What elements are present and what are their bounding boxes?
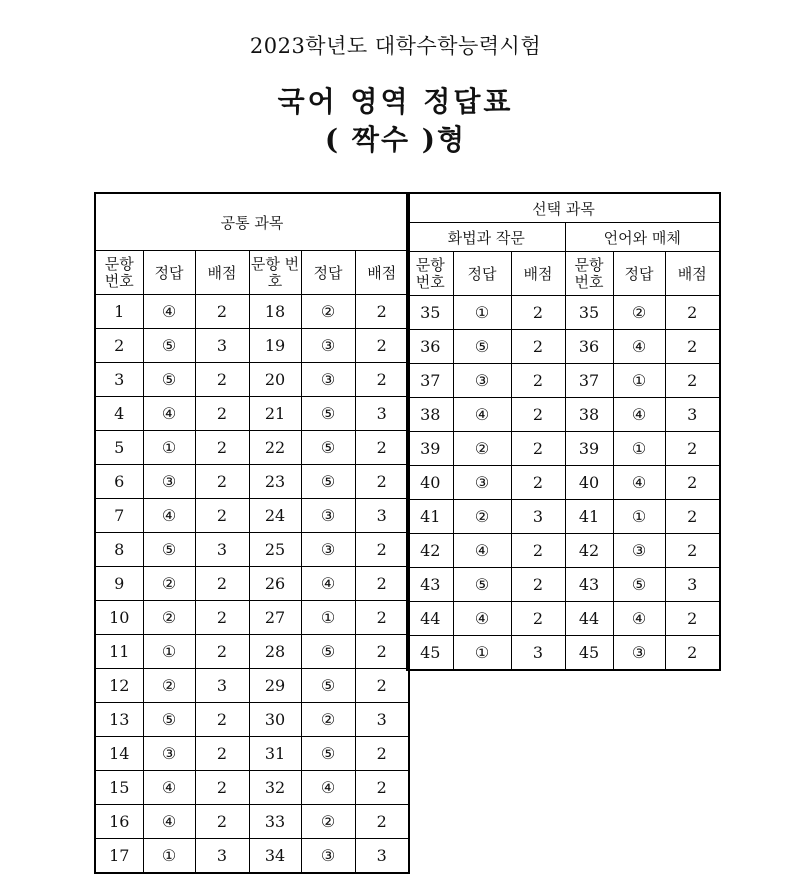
question-number: 18 [249, 295, 301, 329]
question-number: 27 [249, 601, 301, 635]
points: 2 [195, 295, 249, 329]
points: 2 [355, 533, 409, 567]
points: 2 [355, 669, 409, 703]
question-number: 43 [565, 568, 613, 602]
points: 3 [195, 839, 249, 874]
answer: ③ [453, 364, 511, 398]
common-answer-table [94, 192, 410, 874]
question-number: 45 [407, 636, 453, 671]
table-row [95, 397, 409, 431]
table-row [95, 737, 409, 771]
answer: ③ [301, 499, 355, 533]
question-number: 25 [249, 533, 301, 567]
answer: ④ [143, 771, 195, 805]
question-number: 22 [249, 431, 301, 465]
points: 3 [355, 839, 409, 874]
question-number: 42 [407, 534, 453, 568]
points: 2 [195, 601, 249, 635]
answer: ② [453, 500, 511, 534]
answer: ④ [453, 602, 511, 636]
table-row [407, 296, 720, 330]
points: 2 [511, 432, 565, 466]
points: 2 [355, 465, 409, 499]
answer: ④ [453, 534, 511, 568]
points: 2 [195, 805, 249, 839]
elective-sub2-title: 언어와 매체 [565, 223, 720, 252]
table-row [95, 601, 409, 635]
answer: ④ [453, 398, 511, 432]
points: 2 [195, 567, 249, 601]
question-number: 44 [407, 602, 453, 636]
question-number: 31 [249, 737, 301, 771]
points: 2 [355, 295, 409, 329]
question-number: 2 [95, 329, 143, 363]
question-number: 45 [565, 636, 613, 671]
question-number: 33 [249, 805, 301, 839]
answer: ③ [301, 533, 355, 567]
question-number: 19 [249, 329, 301, 363]
col-header-points: 배점 [195, 251, 249, 295]
answer: ⑤ [143, 363, 195, 397]
table-row [95, 567, 409, 601]
elective-sub1-title: 화법과 작문 [407, 223, 565, 252]
table-row [407, 466, 720, 500]
points: 2 [195, 635, 249, 669]
table-row [407, 364, 720, 398]
points: 2 [355, 363, 409, 397]
points: 2 [355, 737, 409, 771]
table-row [95, 363, 409, 397]
answer: ① [143, 839, 195, 874]
answer: ③ [453, 466, 511, 500]
table-row [95, 669, 409, 703]
question-number: 24 [249, 499, 301, 533]
question-number: 39 [407, 432, 453, 466]
points: 2 [195, 771, 249, 805]
points: 2 [665, 364, 720, 398]
col-header-number: 문항 번호 [249, 251, 301, 295]
exam-subtitle: 2023학년도 대학수학능력시험 [249, 34, 542, 58]
answer: ③ [143, 737, 195, 771]
question-number: 29 [249, 669, 301, 703]
table-row [95, 465, 409, 499]
common-group-title: 공통 과목 [95, 193, 409, 251]
question-number: 37 [565, 364, 613, 398]
col-header-points: 배점 [355, 251, 409, 295]
table-row [95, 839, 409, 874]
table-row [95, 295, 409, 329]
answer: ③ [613, 534, 665, 568]
table-row [95, 431, 409, 465]
question-number: 41 [565, 500, 613, 534]
answer: ④ [613, 330, 665, 364]
question-number: 21 [249, 397, 301, 431]
answer: ④ [301, 567, 355, 601]
table-row [95, 533, 409, 567]
question-number: 35 [407, 296, 453, 330]
answer: ① [613, 500, 665, 534]
question-number: 15 [95, 771, 143, 805]
answer: ② [143, 669, 195, 703]
elective-group-title: 선택 과목 [407, 193, 720, 223]
points: 2 [195, 363, 249, 397]
points: 2 [665, 330, 720, 364]
points: 2 [355, 635, 409, 669]
answer: ② [613, 296, 665, 330]
answer: ⑤ [613, 568, 665, 602]
answer: ⑤ [453, 330, 511, 364]
answer: ③ [301, 363, 355, 397]
points: 2 [195, 397, 249, 431]
answer: ⑤ [143, 329, 195, 363]
question-number: 16 [95, 805, 143, 839]
question-number: 9 [95, 567, 143, 601]
points: 3 [195, 329, 249, 363]
points: 2 [511, 466, 565, 500]
points: 2 [665, 466, 720, 500]
points: 2 [665, 432, 720, 466]
answer: ⑤ [301, 397, 355, 431]
question-number: 35 [565, 296, 613, 330]
points: 3 [511, 500, 565, 534]
points: 3 [355, 703, 409, 737]
table-row [95, 499, 409, 533]
points: 3 [195, 669, 249, 703]
answer: ④ [143, 295, 195, 329]
table-row [407, 534, 720, 568]
points: 2 [355, 805, 409, 839]
table-row [407, 398, 720, 432]
question-number: 5 [95, 431, 143, 465]
points: 2 [355, 567, 409, 601]
table-row [407, 500, 720, 534]
points: 2 [355, 329, 409, 363]
answer: ② [301, 295, 355, 329]
table-row [407, 330, 720, 364]
answer: ② [143, 601, 195, 635]
exam-type: ( 짝수 )형 [324, 123, 467, 156]
points: 2 [195, 465, 249, 499]
answer: ③ [301, 839, 355, 874]
points: 2 [511, 330, 565, 364]
question-number: 43 [407, 568, 453, 602]
col-header-answer: 정답 [453, 252, 511, 296]
question-number: 28 [249, 635, 301, 669]
question-number: 6 [95, 465, 143, 499]
question-number: 20 [249, 363, 301, 397]
question-number: 44 [565, 602, 613, 636]
points: 2 [665, 602, 720, 636]
table-row [407, 636, 720, 671]
question-number: 13 [95, 703, 143, 737]
answer: ① [453, 636, 511, 671]
answer: ⑤ [301, 465, 355, 499]
col-header-points: 배점 [665, 252, 720, 296]
table-row [407, 602, 720, 636]
question-number: 17 [95, 839, 143, 874]
col-header-answer: 정답 [301, 251, 355, 295]
answer: ④ [143, 805, 195, 839]
col-header-answer: 정답 [143, 251, 195, 295]
question-number: 42 [565, 534, 613, 568]
answer: ⑤ [301, 737, 355, 771]
question-number: 39 [565, 432, 613, 466]
points: 2 [511, 296, 565, 330]
answer: ④ [613, 602, 665, 636]
question-number: 4 [95, 397, 143, 431]
question-number: 40 [565, 466, 613, 500]
answer: ④ [143, 499, 195, 533]
col-header-number: 문항 번호 [95, 251, 143, 295]
points: 2 [665, 636, 720, 671]
points: 2 [511, 602, 565, 636]
points: 2 [195, 499, 249, 533]
question-number: 1 [95, 295, 143, 329]
question-number: 38 [407, 398, 453, 432]
question-number: 10 [95, 601, 143, 635]
table-row [95, 703, 409, 737]
question-number: 30 [249, 703, 301, 737]
points: 3 [355, 499, 409, 533]
question-number: 12 [95, 669, 143, 703]
col-header-answer: 정답 [613, 252, 665, 296]
points: 2 [195, 703, 249, 737]
points: 2 [355, 771, 409, 805]
question-number: 3 [95, 363, 143, 397]
answer: ① [143, 431, 195, 465]
points: 2 [511, 398, 565, 432]
points: 2 [511, 534, 565, 568]
table-row [95, 805, 409, 839]
answer: ⑤ [301, 431, 355, 465]
answer: ② [301, 805, 355, 839]
col-header-points: 배점 [511, 252, 565, 296]
answer: ② [301, 703, 355, 737]
table-row [95, 771, 409, 805]
question-number: 14 [95, 737, 143, 771]
question-number: 37 [407, 364, 453, 398]
answer: ① [301, 601, 355, 635]
question-number: 7 [95, 499, 143, 533]
points: 2 [195, 431, 249, 465]
points: 3 [355, 397, 409, 431]
page-title: 국어 영역 정답표 [277, 85, 514, 118]
points: 2 [511, 364, 565, 398]
answer: ④ [143, 397, 195, 431]
points: 2 [195, 737, 249, 771]
answer: ④ [301, 771, 355, 805]
table-row [95, 635, 409, 669]
answer: ③ [143, 465, 195, 499]
question-number: 36 [565, 330, 613, 364]
answer: ② [453, 432, 511, 466]
question-number: 36 [407, 330, 453, 364]
table-row [95, 329, 409, 363]
question-number: 23 [249, 465, 301, 499]
points: 2 [355, 431, 409, 465]
question-number: 32 [249, 771, 301, 805]
col-header-number: 문항 번호 [565, 252, 613, 296]
answer: ④ [613, 398, 665, 432]
answer: ⑤ [301, 635, 355, 669]
question-number: 38 [565, 398, 613, 432]
answer: ⑤ [143, 703, 195, 737]
answer: ② [143, 567, 195, 601]
answer: ① [453, 296, 511, 330]
elective-answer-table [406, 192, 721, 671]
col-header-number: 문항 번호 [407, 252, 453, 296]
points: 3 [511, 636, 565, 671]
question-number: 8 [95, 533, 143, 567]
answer: ① [613, 432, 665, 466]
question-number: 26 [249, 567, 301, 601]
points: 2 [665, 534, 720, 568]
question-number: 40 [407, 466, 453, 500]
points: 3 [195, 533, 249, 567]
question-number: 41 [407, 500, 453, 534]
points: 3 [665, 398, 720, 432]
answer: ③ [301, 329, 355, 363]
question-number: 11 [95, 635, 143, 669]
points: 2 [665, 296, 720, 330]
answer: ① [613, 364, 665, 398]
answer: ⑤ [143, 533, 195, 567]
answer: ③ [613, 636, 665, 671]
answer: ⑤ [453, 568, 511, 602]
points: 2 [355, 601, 409, 635]
answer: ① [143, 635, 195, 669]
answer: ④ [613, 466, 665, 500]
question-number: 34 [249, 839, 301, 874]
table-row [407, 432, 720, 466]
answer: ⑤ [301, 669, 355, 703]
table-row [407, 568, 720, 602]
points: 3 [665, 568, 720, 602]
points: 2 [665, 500, 720, 534]
points: 2 [511, 568, 565, 602]
